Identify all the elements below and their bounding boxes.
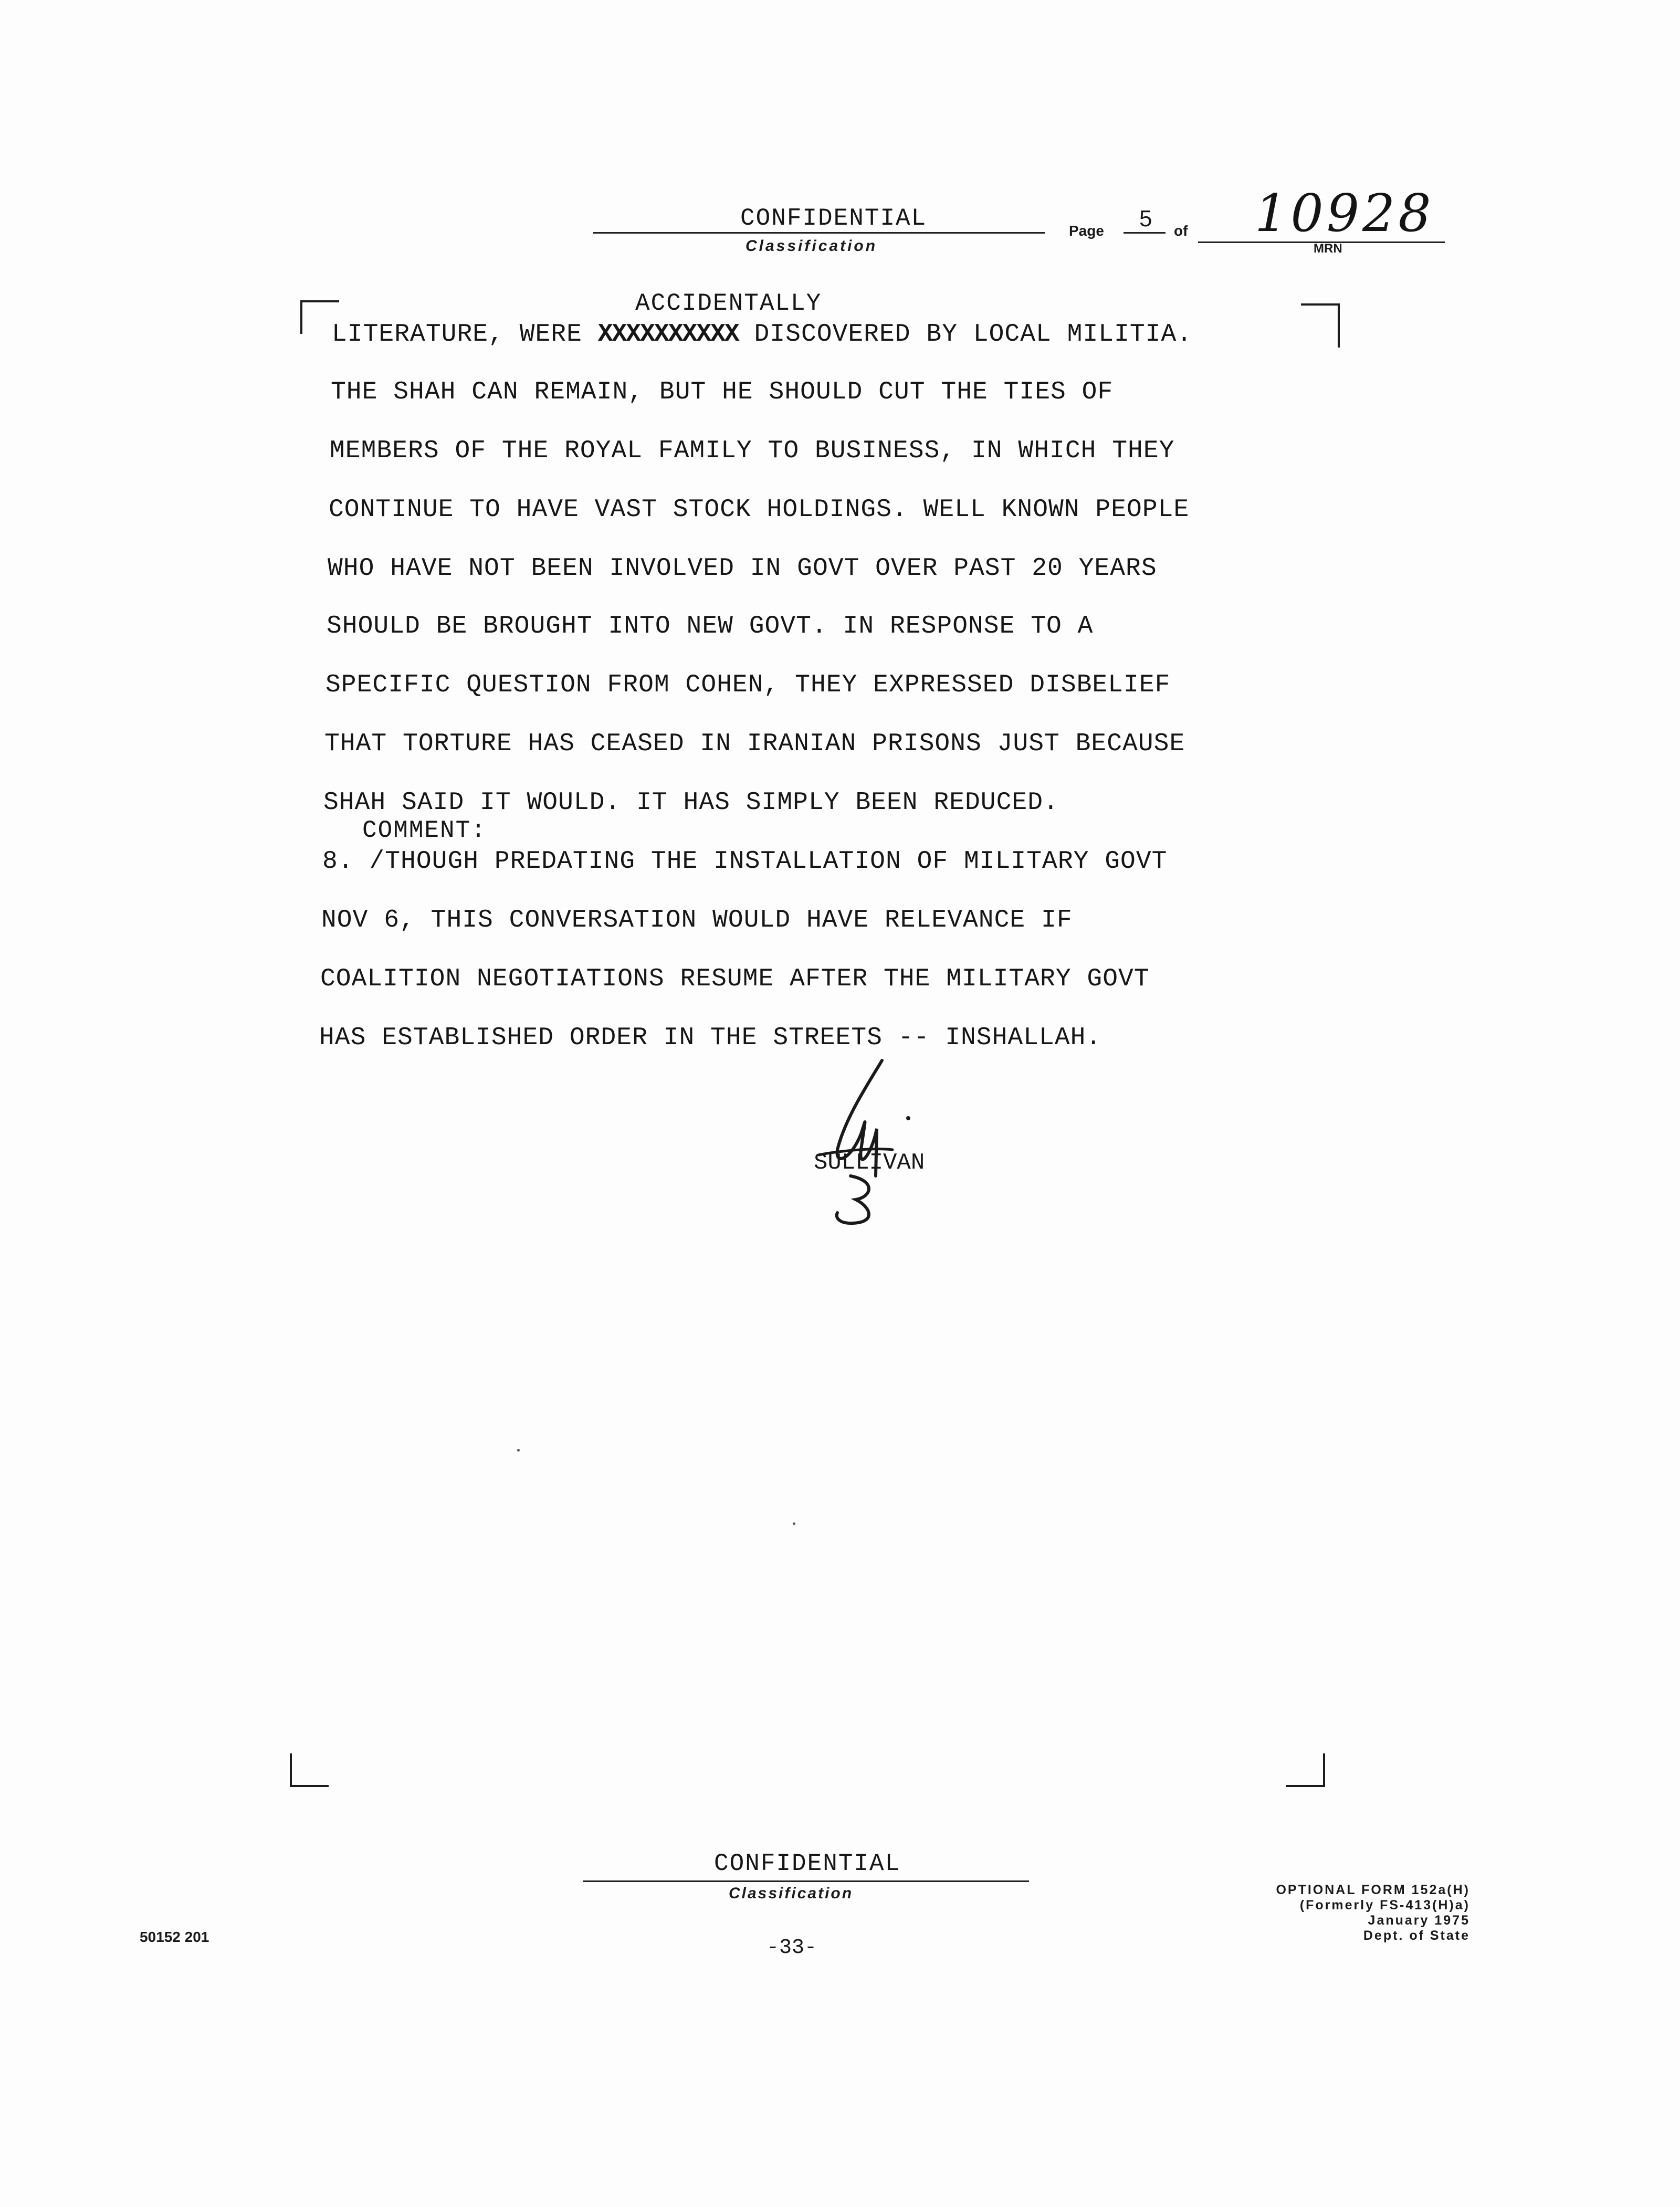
corner-bracket-top-right	[1301, 303, 1340, 348]
para8-line-4: HAS ESTABLISHED ORDER IN THE STREETS -- INSHALLAH.	[319, 1024, 1102, 1052]
footer-classification-rule	[583, 1880, 1029, 1882]
corner-bracket-bottom-left	[290, 1753, 329, 1787]
handwritten-initials-signature	[788, 1050, 945, 1228]
footer-page-number: -33-	[766, 1936, 817, 1960]
header-of-label: of	[1174, 223, 1188, 239]
header-classification: CONFIDENTIAL	[740, 205, 927, 232]
scan-speck	[793, 1522, 795, 1525]
corner-bracket-bottom-right	[1286, 1753, 1325, 1787]
body-line-1	[332, 320, 1192, 349]
scan-speck	[517, 1449, 520, 1452]
header-mrn-number: 10928	[1255, 184, 1434, 244]
insertion-comment: COMMENT:	[362, 817, 487, 844]
body-line-9: SHAH SAID IT WOULD. IT HAS SIMPLY BEEN REDUCED.	[323, 789, 1059, 817]
para8-line-1: 8. /THOUGH PREDATING THE INSTALLATION OF MILITARY GOVT	[322, 847, 1168, 876]
para8-line-3: COALITION NEGOTIATIONS RESUME AFTER THE MILITARY GOVT	[320, 965, 1150, 993]
footer-form-info	[1102, 1883, 1470, 1943]
form-line-4: Dept. of State	[1363, 1928, 1470, 1943]
body-line-1-before: LITERATURE, WERE	[332, 320, 598, 349]
footer-document-code: 50152 201	[140, 1929, 209, 1945]
form-line-2: (Formerly FS-413(H)a)	[1299, 1898, 1470, 1912]
header-mrn-label: MRN	[1314, 241, 1342, 256]
body-line-7: SPECIFIC QUESTION FROM COHEN, THEY EXPRESSED DISBELIEF	[326, 671, 1171, 699]
body-line-1-after: DISCOVERED BY LOCAL MILITIA.	[738, 320, 1193, 349]
signature-name: SULLIVAN	[814, 1150, 925, 1176]
form-line-1: OPTIONAL FORM 152a(H)	[1276, 1883, 1470, 1897]
header-classification-rule	[593, 232, 1045, 234]
body-line-3: MEMBERS OF THE ROYAL FAMILY TO BUSINESS, IN WHICH THEY	[330, 437, 1175, 465]
struck-out-text: XXXXXXXXXX	[597, 320, 739, 349]
body-line-6: SHOULD BE BROUGHT INTO NEW GOVT. IN RESPONSE TO A	[327, 612, 1094, 640]
body-line-8: THAT TORTURE HAS CEASED IN IRANIAN PRISONS JUST BECAUSE	[324, 730, 1185, 758]
insertion-accidentally: ACCIDENTALLY	[635, 290, 822, 317]
footer-classification: CONFIDENTIAL	[714, 1850, 901, 1877]
header-page-label: Page	[1069, 223, 1104, 239]
para8-line-2: NOV 6, THIS CONVERSATION WOULD HAVE RELEVANCE IF	[321, 906, 1073, 934]
footer-classification-caption: Classification	[729, 1885, 854, 1902]
body-line-4: CONTINUE TO HAVE VAST STOCK HOLDINGS. WELL KNOWN PEOPLE	[329, 496, 1190, 524]
form-line-3: January 1975	[1368, 1913, 1470, 1928]
body-line-2: THE SHAH CAN REMAIN, BUT HE SHOULD CUT THE TIES OF	[331, 378, 1114, 406]
header-page-rule	[1124, 232, 1166, 234]
header-classification-caption: Classification	[746, 237, 878, 255]
header-page-number: 5	[1139, 206, 1152, 232]
body-line-5: WHO HAVE NOT BEEN INVOLVED IN GOVT OVER PAST 20 YEARS	[328, 554, 1157, 583]
